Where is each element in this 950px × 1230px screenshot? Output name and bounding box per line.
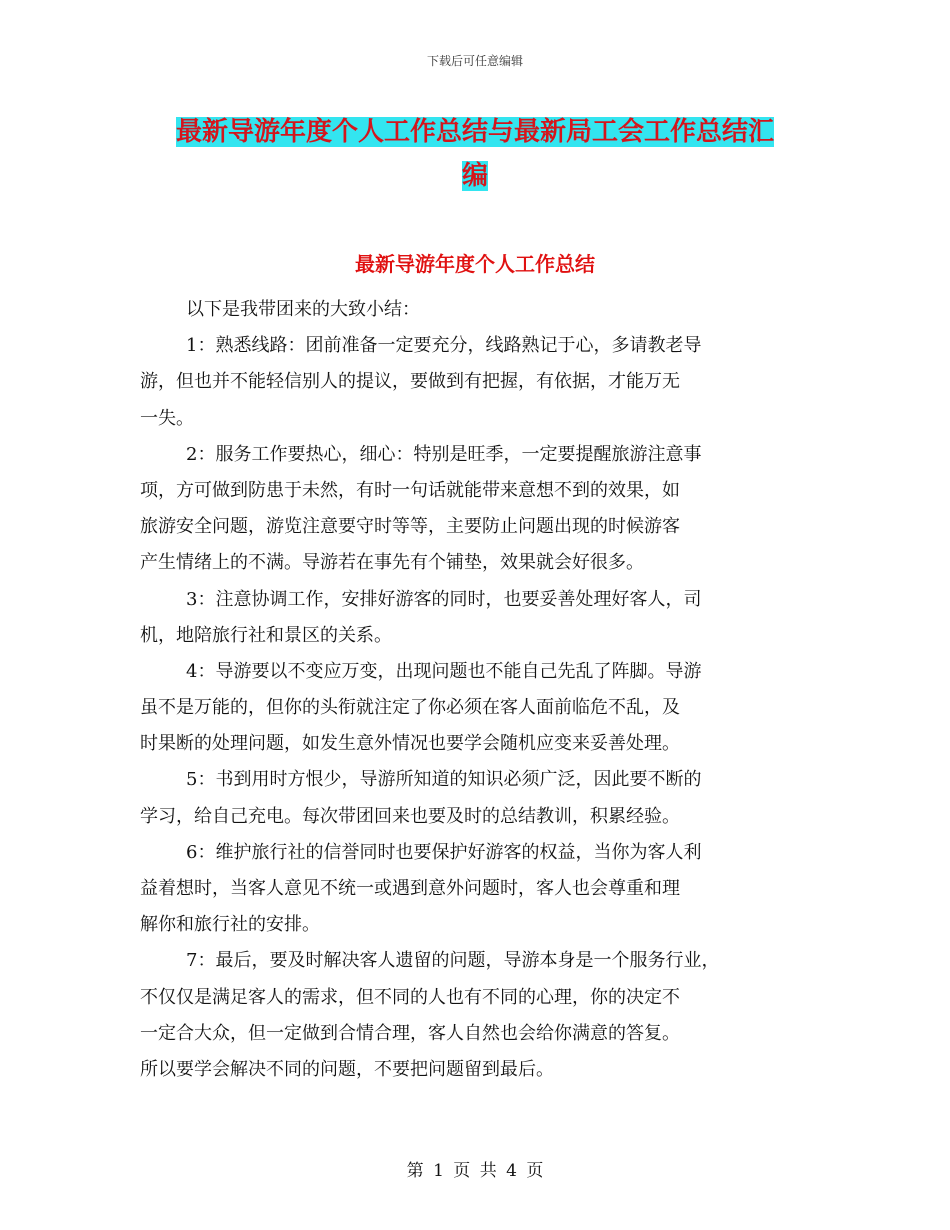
body-line: 3：注意协调工作，安排好游客的同时，也要妥善处理好客人，司 [186, 588, 702, 610]
body-line: 6：维护旅行社的信誉同时也要保护好游客的权益，当你为客人利 [186, 841, 702, 863]
body-line: 不仅仅是满足客人的需求，但不同的人也有不同的心理，你的决定不 [140, 986, 680, 1008]
body-line: 旅游安全问题，游览注意要守时等等，主要防止问题出现的时候游客 [140, 516, 680, 538]
body-line: 1：熟悉线路：团前准备一定要充分，线路熟记于心，多请教老导 [186, 335, 702, 357]
body-line: 一失。 [140, 407, 194, 429]
body-line: 产生情绪上的不满。导游若在事先有个铺垫，效果就会好很多。 [140, 552, 644, 574]
body-line: 游，但也并不能轻信别人的提议，要做到有把握，有依据，才能万无 [140, 371, 680, 393]
body-line: 机，地陪旅行社和景区的关系。 [140, 624, 392, 646]
body-line: 以下是我带团来的大致小结： [186, 299, 420, 320]
body-line: 4：导游要以不变应万变，出现问题也不能自己先乱了阵脚。导游 [186, 660, 702, 682]
body-line: 2：服务工作要热心，细心：特别是旺季，一定要提醒旅游注意事 [186, 443, 702, 465]
body-line: 一定合大众，但一定做到合情合理，客人自然也会给你满意的答复。 [140, 1022, 680, 1044]
body-line: 项，方可做到防患于未然，有时一句话就能带来意想不到的效果，如 [140, 479, 680, 501]
body-line: 7：最后，要及时解决客人遗留的问题，导游本身是一个服务行业， [186, 950, 720, 972]
document-title-line-1: 最新导游年度个人工作总结与最新局工会工作总结汇 [175, 117, 774, 147]
header-note: 下载后可任意编辑 [426, 54, 523, 68]
body-line: 虽不是万能的，但你的头衔就注定了你必须在客人面前临危不乱，及 [140, 697, 680, 719]
body-line: 益着想时，当客人意见不统一或遇到意外问题时，客人也会尊重和理 [140, 878, 680, 899]
body-line: 学习，给自己充电。每次带团回来也要及时的总结教训，积累经验。 [140, 805, 680, 827]
body-text [140, 292, 830, 1088]
section-title: 最新导游年度个人工作总结 [355, 252, 595, 276]
page-footer: 第 1 页 共 4 页 [406, 1161, 544, 1181]
body-line: 5：书到用时方恨少，导游所知道的知识必须广泛，因此要不断的 [186, 769, 702, 791]
body-line: 时果断的处理问题，如发生意外情况也要学会随机应变来妥善处理。 [140, 733, 680, 755]
body-line: 所以要学会解决不同的问题，不要把问题留到最后。 [140, 1058, 554, 1080]
document-title-line-2: 编 [461, 161, 488, 191]
body-line: 解你和旅行社的安排。 [140, 914, 320, 936]
document-title [0, 110, 950, 198]
